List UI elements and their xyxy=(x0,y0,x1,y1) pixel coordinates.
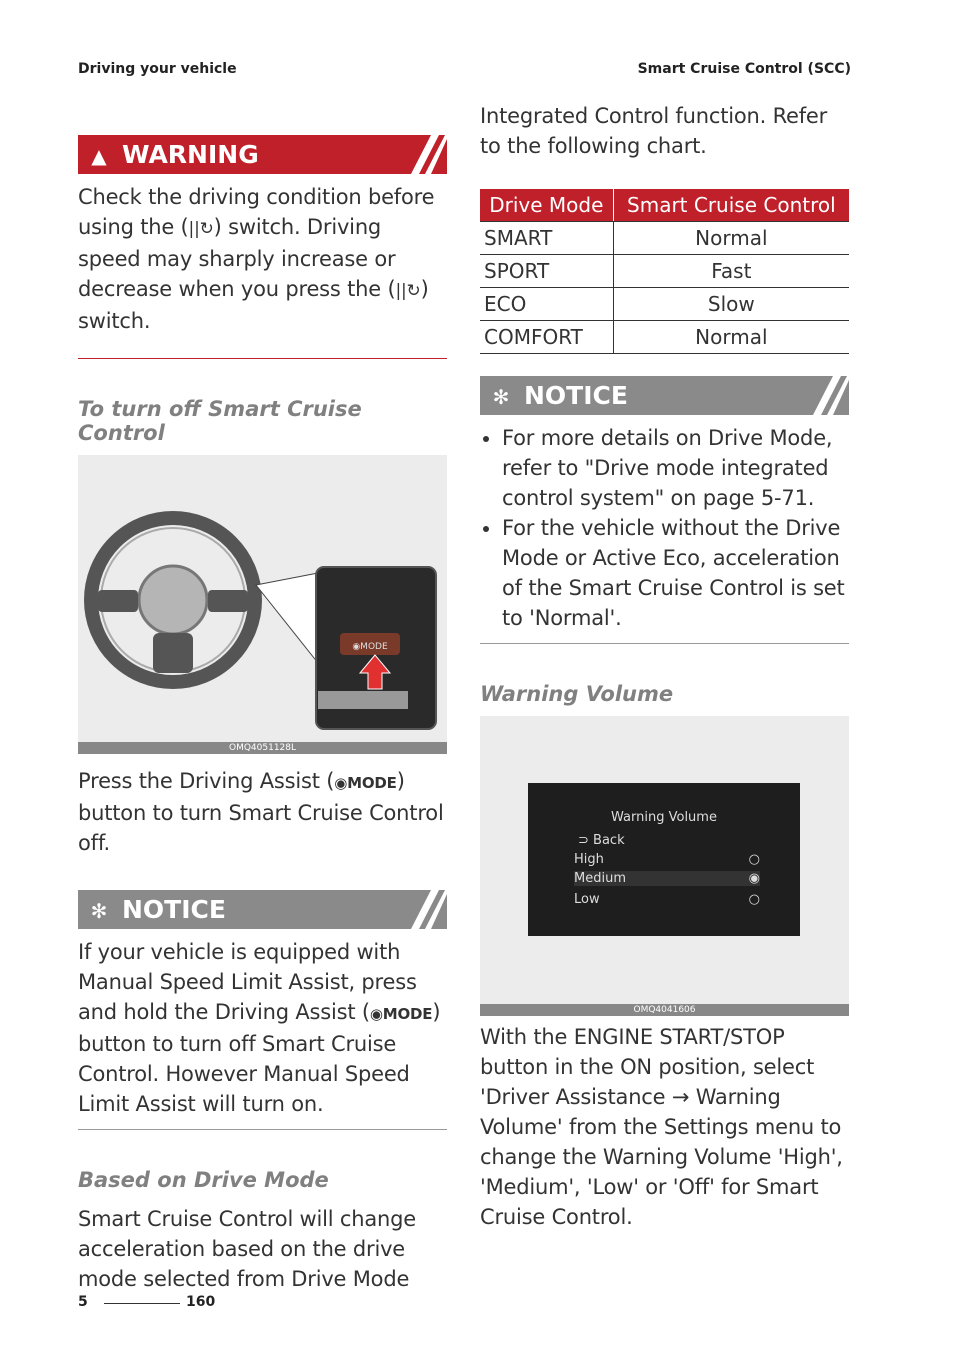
drive-mode-table xyxy=(480,189,849,354)
screen-title: Warning Volume xyxy=(611,810,717,825)
back-item: ⊃ Back xyxy=(578,833,625,848)
table-row: ECO Slow xyxy=(480,288,849,321)
drive-mode-text-part1: Smart Cruise Control will change acceleration based on the drive mode selected from Drive Mode xyxy=(78,1207,416,1291)
list-item: • For more details on Drive Mode, refer to "Drive mode integrated control system" on page 5-71. xyxy=(502,423,849,513)
warning-volume-text: With the ENGINE START/STOP button in the ON position, select 'Driver Assistance → Warning Volume' from the Settings menu to change the Warning Volume 'High', 'Medium', 'Low' or 'Off' for Smart Cruise Control. xyxy=(480,1025,843,1229)
chapter-number: 5 xyxy=(78,1294,88,1310)
option-low: Low ○ xyxy=(574,892,760,907)
right-column xyxy=(480,101,849,1232)
warning-title: WARNING xyxy=(122,140,259,169)
driving-assist-mode-icon: ◉MODE xyxy=(334,774,397,792)
warning-triangle-icon: ▲ xyxy=(91,144,107,168)
pause-resume-switch-icon: ||↻ xyxy=(395,281,421,301)
turn-off-text: Press the Driving Assist (◉MODE) button to turn Smart Cruise Control off. xyxy=(78,769,444,855)
drive-mode-text-part2: Integrated Control function. Refer to the following chart. xyxy=(480,104,828,158)
notice-banner xyxy=(480,376,849,415)
option-medium: Medium ◉ xyxy=(574,871,760,886)
notice-title: NOTICE xyxy=(122,895,226,924)
notice-title: NOTICE xyxy=(524,381,628,410)
stripes-decoration xyxy=(789,376,849,415)
warning-banner xyxy=(78,135,447,174)
notice-banner xyxy=(78,890,447,929)
table-header: Smart Cruise Control xyxy=(613,189,849,222)
steering-wheel-illustration xyxy=(78,455,447,742)
page-number: 160 xyxy=(186,1294,216,1310)
divider xyxy=(78,1129,447,1130)
driving-assist-mode-icon: ◉MODE xyxy=(369,1005,433,1023)
table-row: SPORT Fast xyxy=(480,255,849,288)
section-heading: Based on Drive Mode xyxy=(78,1168,329,1192)
notice-text: If your vehicle is equipped with Manual Speed Limit Assist, press and hold the Driving Assist (◉MODE) button to turn off Smart Cruise Control. However Manual Speed Limit Assist will turn on. xyxy=(78,940,441,1116)
stripes-decoration xyxy=(387,135,447,174)
section-heading: Warning Volume xyxy=(480,682,674,706)
warning-volume-figure xyxy=(480,716,849,1016)
left-column xyxy=(78,135,447,1294)
running-header-right: Smart Cruise Control (SCC) xyxy=(637,61,851,77)
table-row: SMART Normal xyxy=(480,222,849,255)
svg-text:◉MODE: ◉MODE xyxy=(352,642,388,652)
footer-rule xyxy=(104,1303,180,1304)
figure-caption: OMQ4051128L xyxy=(78,742,447,754)
table-row: COMFORT Normal xyxy=(480,321,849,354)
divider xyxy=(78,358,447,359)
asterisk-icon: ✻ xyxy=(90,899,108,923)
settings-screen xyxy=(528,783,800,936)
divider xyxy=(480,643,849,644)
stripes-decoration xyxy=(387,890,447,929)
running-header-left: Driving your vehicle xyxy=(78,61,237,77)
option-high: High ○ xyxy=(574,852,760,867)
figure-caption: OMQ4041606 xyxy=(480,1004,849,1016)
table-header: Drive Mode xyxy=(480,189,613,222)
asterisk-icon: ✻ xyxy=(492,385,510,409)
list-item: • For the vehicle without the Drive Mode or Active Eco, acceleration of the Smart Cruise Control is set to 'Normal'. xyxy=(502,513,849,633)
steering-wheel-figure xyxy=(78,455,447,754)
warning-text: Check the driving condition before using the (||↻) switch. Driving speed may sharply increase or decrease when you press the (||↻) switch. xyxy=(78,185,435,333)
notice-bullets xyxy=(480,423,849,633)
pause-resume-switch-icon: ||↻ xyxy=(188,219,214,239)
section-heading: To turn off Smart Cruise Control xyxy=(78,397,362,445)
